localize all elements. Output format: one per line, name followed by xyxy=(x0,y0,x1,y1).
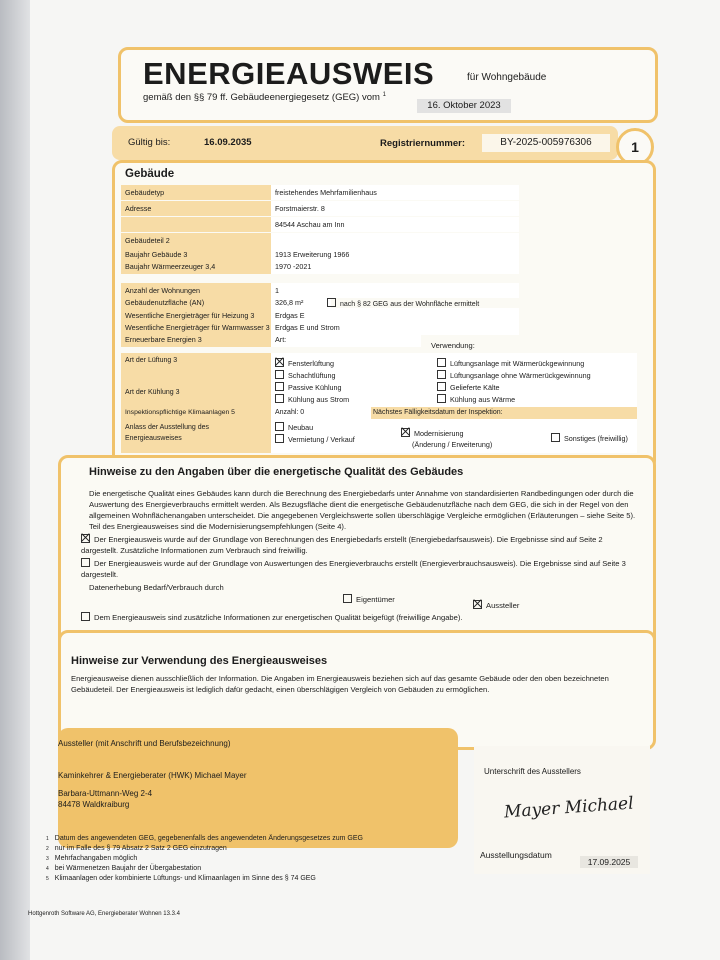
collector-issuer[interactable]: Aussteller xyxy=(473,600,519,611)
law-reference: gemäß den §§ 79 ff. Gebäudeenergiegesetz (GEG) vom $^1$ xyxy=(143,92,386,104)
building-row-value: Forstmaierstr. 8 xyxy=(271,201,519,216)
issuer-checkbox[interactable] xyxy=(473,600,482,609)
occasion-mod-sub: (Änderung / Erweiterung) xyxy=(412,440,493,449)
quality-notes-heading: Hinweise zu den Angaben über die energetische Qualität des Gebäudes xyxy=(89,466,464,478)
building-row-label: Baujahr Gebäude 3 xyxy=(121,247,271,262)
building-row-value: 326,8 m² xyxy=(271,295,331,310)
footnote-number: 5 xyxy=(46,876,49,882)
building-row-value: 1913 Erweiterung 1966 xyxy=(271,247,519,262)
usage-label: Verwendung: xyxy=(431,341,475,350)
footnote xyxy=(46,874,316,884)
ventilation-label: Art der Lüftung 3 xyxy=(125,357,178,364)
issue-date-label: Ausstellungsdatum xyxy=(480,850,552,860)
building-row-value xyxy=(271,233,519,248)
registration-number: BY-2025-005976306 xyxy=(482,134,610,152)
footnote xyxy=(46,854,137,864)
vent-opt-4[interactable]: Lüftungsanlage ohne Wärmerückgewinnung xyxy=(437,370,591,385)
signature-label: Unterschrift des Ausstellers xyxy=(484,767,581,776)
vent-opt-2[interactable]: Lüftungsanlage mit Wärmerückgewinnung xyxy=(437,358,584,373)
footnote-text: Mehrfachangaben möglich xyxy=(54,855,138,862)
signature-box xyxy=(474,746,650,874)
law-date: 16. Oktober 2023 xyxy=(417,99,511,113)
inspection-due-label: Nächstes Fälligkeitsdatum der Inspektion: xyxy=(373,409,503,416)
occasion-rent-checkbox[interactable] xyxy=(275,434,284,443)
footnote-text: bei Wärmenetzen Baujahr der Übergabestation xyxy=(54,865,202,872)
option-additional[interactable]: Dem Energieausweis sind zusätzliche Informationen zur energetischen Qualität beigefügt (freiwillige Angabe). xyxy=(81,612,641,623)
issuer-street: Barbara-Uttmann-Weg 2-4 xyxy=(58,789,153,798)
collector-owner[interactable]: Eigentümer xyxy=(343,594,395,605)
occasion-mod-checkbox[interactable] xyxy=(401,428,410,437)
cool-opt-1[interactable]: Passive Kühlung xyxy=(275,382,342,397)
occasion-other-checkbox[interactable] xyxy=(551,433,560,442)
demand-checkbox[interactable] xyxy=(81,534,90,543)
cool-opt-4[interactable]: Kühlung aus Wärme xyxy=(437,394,515,409)
handwritten-signature: Mayer Michael xyxy=(503,793,635,823)
building-row-label: Gebäudenutzfläche (AN) xyxy=(121,295,271,310)
inspection-label: Inspektionspflichtige Klimaanlagen 5 xyxy=(125,409,235,416)
option-consumption[interactable]: Der Energieausweis wurde auf der Grundlage von Auswertungen des Energieverbrauchs erstellt (Energieverbrauchsausweis). Die Ergebnisse sind auf Seite 3 dargestellt. xyxy=(81,559,626,579)
footnote xyxy=(46,844,227,854)
footnote xyxy=(46,834,363,844)
cool-opt-3[interactable]: Kühlung aus Strom xyxy=(275,394,349,409)
footnote-number: 4 xyxy=(46,866,49,872)
consumption-checkbox[interactable] xyxy=(81,558,90,567)
footnote-text: nur im Falle des § 79 Absatz 2 Satz 2 GEG einzutragen xyxy=(54,845,227,852)
vent-checkbox-3[interactable] xyxy=(275,370,284,379)
document-subtitle: für Wohngebäude xyxy=(467,72,547,83)
option-demand[interactable]: Der Energieausweis wurde auf der Grundlage von Berechnungen des Energiebedarfs erstellt (Energiebedarfsausweis). Die Ergebnisse sind auf Seite 2 dargestellt. Zusätzliche Informationen zum Verbrauch sind freiwillig. xyxy=(81,535,603,555)
issue-date: 17.09.2025 xyxy=(580,856,638,868)
inspection-count: Anzahl: 0 xyxy=(271,407,371,419)
building-row-label: Wesentliche Energieträger für Warmwasser 3 xyxy=(121,320,271,335)
software-credit: Hottgenroth Software AG, Energieberater Wohnen 13.3.4 xyxy=(28,911,180,917)
additional-checkbox[interactable] xyxy=(81,612,90,621)
registration-label: Registriernummer: xyxy=(380,138,465,149)
vent-opt-1[interactable]: Fensterlüftung xyxy=(275,358,334,373)
issuer-city: 84478 Waldkraiburg xyxy=(58,800,130,809)
area-note-checkbox[interactable] xyxy=(327,298,336,307)
building-row-label: Adresse xyxy=(121,201,271,216)
vent-opt-3[interactable]: Schachtlüftung xyxy=(275,370,336,385)
issuer-label: Aussteller (mit Anschrift und Berufsbezeichnung) xyxy=(58,739,231,748)
cool-checkbox-4[interactable] xyxy=(437,394,446,403)
building-section xyxy=(112,160,656,471)
usage-notes-text: Energieausweise dienen ausschließlich der Information. Die Angaben im Energieausweis beziehen sich auf das gesamte Gebäude oder den oben bezeichneten Gebäudeteil. Der Energieausweis ist lediglich dafür gedacht, einen überschlägigen Vergleich von Gebäuden zu ermöglichen. xyxy=(71,674,609,694)
building-row-value: Erdgas E und Strom xyxy=(271,320,519,335)
inspection-row xyxy=(121,407,637,419)
footnote-number: 2 xyxy=(46,846,49,852)
building-row-label: Erneuerbare Energien 3 xyxy=(121,332,271,347)
building-row-label xyxy=(121,217,271,232)
building-row-label: Baujahr Wärmeerzeuger 3,4 xyxy=(121,259,271,274)
vent-checkbox-1[interactable] xyxy=(275,358,284,367)
building-heading: Gebäude xyxy=(125,168,175,180)
building-row-label: Anzahl der Wohnungen xyxy=(121,283,271,298)
validity-row xyxy=(112,126,618,160)
footnote xyxy=(46,864,201,874)
building-row-value: Art: xyxy=(271,332,421,347)
footnote-text: Datum des angewendeten GEG, gegebenenfalls des angewendeten Änderungsgesetzes zum GEG xyxy=(54,835,363,842)
occasion-label-cell xyxy=(121,419,271,453)
cool-opt-2[interactable]: Gelieferte Kälte xyxy=(437,382,500,397)
cooling-label: Art der Kühlung 3 xyxy=(125,389,180,396)
cool-checkbox-3[interactable] xyxy=(275,394,284,403)
building-row-label: Wesentliche Energieträger für Heizung 3 xyxy=(121,308,271,323)
page-number: 1 xyxy=(616,128,654,166)
occasion-new[interactable]: Neubau xyxy=(275,422,313,437)
building-row-value: 84544 Aschau am Inn xyxy=(271,217,519,232)
vent-checkbox-2[interactable] xyxy=(437,358,446,367)
building-row-value: Erdgas E xyxy=(271,308,519,323)
vent-checkbox-4[interactable] xyxy=(437,370,446,379)
issuer-box xyxy=(58,728,458,848)
quality-intro: Die energetische Qualität eines Gebäudes kann durch die Berechnung des Energiebedarfs unter Annahme von standardisierten Randbedingungen oder durch die Auswertung des Energieverbrauchs ermittelt werden. Als Bezugsfläche dient die energetische Gebäudenutzfläche nach dem GEG, die sich in der Regel von den allgemeinen Wohnflächenangaben unterscheidet. Die angegebenen Vergleichswerte sollen überschlägige Vergleiche ermöglichen (Erläuterungen – siehe Seite 5). Teil des Energieausweises sind die Modernisierungsempfehlungen (Seite 4). xyxy=(89,489,636,531)
usage-notes-heading: Hinweise zur Verwendung des Energieausweises xyxy=(71,655,328,667)
owner-checkbox[interactable] xyxy=(343,594,352,603)
occasion-other[interactable]: Sonstiges (freiwillig) xyxy=(551,433,628,448)
occasion-rent[interactable]: Vermietung / Verkauf xyxy=(275,434,355,449)
issuer-name: Kaminkehrer & Energieberater (HWK) Michael Mayer xyxy=(58,771,247,780)
document-header xyxy=(118,47,658,123)
cool-checkbox-1[interactable] xyxy=(275,382,284,391)
building-row-value: 1 xyxy=(271,283,519,298)
data-collection-label: Datenerhebung Bedarf/Verbrauch durch xyxy=(89,583,224,592)
footnote-number: 1 xyxy=(46,836,49,842)
valid-until-value: 16.09.2035 xyxy=(204,137,252,148)
area-note: nach § 82 GEG aus der Wohnfläche ermittelt xyxy=(327,298,479,313)
footnote-text: Klimaanlagen oder kombinierte Lüftungs- und Klimaanlagen im Sinne des § 74 GEG xyxy=(54,875,316,882)
building-row-value: 1970 -2021 xyxy=(271,259,519,274)
occasion-label: Anlass der Ausstellung des Energieausweises xyxy=(125,424,210,442)
building-row-label: Gebäudeteil 2 xyxy=(121,233,271,248)
building-row-label: Gebäudetyp xyxy=(121,185,271,200)
occasion-modernisation[interactable]: Modernisierung xyxy=(401,428,464,443)
building-row-value: freistehendes Mehrfamilienhaus xyxy=(271,185,519,200)
valid-until-label: Gültig bis: xyxy=(128,137,171,148)
footnote-number: 3 xyxy=(46,856,49,862)
cool-checkbox-2[interactable] xyxy=(437,382,446,391)
occasion-new-checkbox[interactable] xyxy=(275,422,284,431)
document-title: ENERGIEAUSWEIS xyxy=(143,56,435,91)
desk-background xyxy=(0,0,34,960)
quality-notes-section xyxy=(58,455,656,651)
